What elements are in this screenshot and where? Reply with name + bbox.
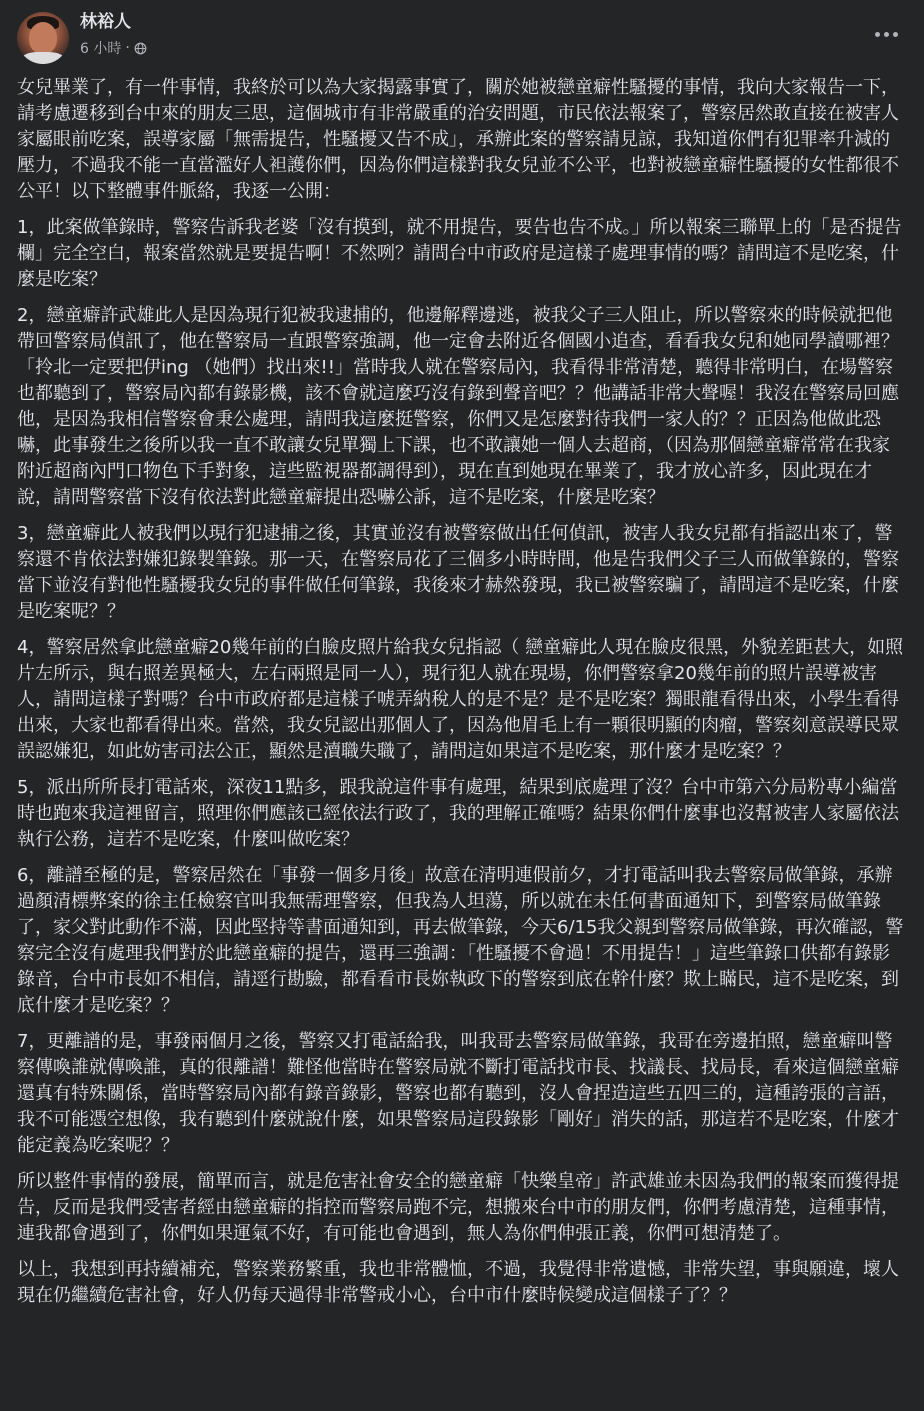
- post-meta: [80, 38, 147, 58]
- post-paragraph-2: 2，戀童癖許武雄此人是因為現行犯被我逮捕的，他邊解釋邊逃，被我父子三人阻止，所以警察來的時候就把他帶回警察局偵訊了，他在警察局一直跟警察強調，他一定會去附近各個國小追查，看看我女兒和她同學讀哪裡？「拎北一定要把伊ing （她們）找出來!!」當時我人就在警察局內，我看得非常清楚，聽得非常明白，在場警察也都聽到了，警察局內都有錄影機，該不會就這麼巧沒有錄到聲音吧？？他講話非常大聲喔！我沒在警察局回應他，是因為我相信警察會秉公處理，請問我這麼挺警察，你們又是怎麼對待我們一家人的？？正因為他做此恐嚇，此事發生之後所以我一直不敢讓女兒單獨上下課，也不敢讓她一個人去超商，（因為那個戀童癖常常在我家附近超商內門口物色下手對象，這些監視器都調得到），現在直到她現在畢業了，我才放心許多，因此現在才說，請問警察當下沒有依法對此戀童癖提出恐嚇公訴，這不是吃案，什麼是吃案？: [17, 305, 899, 508]
- avatar-face: [29, 22, 57, 54]
- more-dot-icon: [893, 32, 898, 37]
- avatar-shirt: [21, 52, 65, 64]
- post-paragraph-summary: 所以整件事情的發展，簡單而言，就是危害社會安全的戀童癖「快樂皇帝」許武雄並未因為我們的報案而獲得提告，反而是我們受害者經由戀童癖的指控而警察局跑不完，想搬來台中市的朋友們，你們考慮清楚，這種事情，連我都會遇到了，你們如果運氣不好，有可能也會遇到，無人為你們伸張正義，你們可想清楚了。: [17, 1171, 899, 1244]
- author-name[interactable]: 林裕人: [80, 12, 131, 32]
- post-paragraph-3: 3，戀童癖此人被我們以現行犯逮捕之後，其實並沒有被警察做出任何偵訊，被害人我女兒都有指認出來了，警察還不肯依法對嫌犯錄製筆錄。那一天，在警察局花了三個多小時時間，他是告我們父子三人而做筆錄的，警察當下並沒有對他性騷擾我女兒的事件做任何筆錄，我後來才赫然發現，我已被警察騙了，請問這不是吃案，什麼是吃案呢？？: [17, 523, 899, 622]
- more-dot-icon: [884, 32, 889, 37]
- more-dot-icon: [875, 32, 880, 37]
- post-paragraph-4: 4，警察居然拿此戀童癖20幾年前的白臉皮照片給我女兒指認（ 戀童癖此人現在臉皮很黑，外貌差距甚大，如照片左所示，與右照差異極大，左右兩照是同一人），現行犯人就在現場，你們警察拿20幾年前的照片誤導被害人，請問這樣子對嗎？台中市政府都是這樣子唬弄納稅人的是不是？是不是吃案？獨眼龍看得出來，小學生看得出來，大家也都看得出來。當然，我女兒認出那個人了，因為他眉毛上有一顆很明顯的肉瘤，警察刻意誤導民眾誤認嫌犯，如此妨害司法公正，顯然是瀆職失職了，請問這如果這不是吃案，那什麼才是吃案？？: [17, 637, 904, 762]
- post-paragraph-5: 5，派出所所長打電話來，深夜11點多，跟我說這件事有處理，結果到底處理了沒？台中市第六分局粉專小編當時也跑來我這裡留言，照理你們應該已經依法行政了，我的理解正確嗎？結果你們什麼事也沒幫被害人家屬依法執行公務，這若不是吃案，什麼叫做吃案？: [17, 777, 899, 850]
- avatar[interactable]: [17, 12, 69, 64]
- post-paragraph-6: 6，離譜至極的是，警察居然在「事發一個多月後」故意在清明連假前夕，才打電話叫我去警察局做筆錄，承辦過顏清標弊案的徐主任檢察官叫我無需理警察，但我為人坦蕩，所以就在未任何書面通知下，到警察局做筆錄了，家父對此動作不滿，因此堅持等書面通知到，再去做筆錄，今天6/15我父親到警察局做筆錄，再次確認，警察完全沒有處理我們對於此戀童癖的提告，還再三強調：「性騷擾不會過！不用提告！」這些筆錄口供都有錄影錄音，台中市長如不相信，請逕行勘驗，都看看市長妳執政下的警察到底在幹什麼？欺上瞞民，這不是吃案，到底什麼才是吃案？？: [17, 865, 904, 1016]
- more-options-button[interactable]: [868, 20, 904, 48]
- meta-separator: ·: [125, 40, 130, 56]
- post-paragraph-7: 7，更離譜的是，事發兩個月之後，警察又打電話給我，叫我哥去警察局做筆錄，我哥在旁邊拍照，戀童癖叫警察傳喚誰就傳喚誰，真的很離譜！難怪他當時在警察局就不斷打電話找市長、找議長、找局長，看來這個戀童癖還真有特殊關係，當時警察局內都有錄音錄影，警察也都有聽到，沒人會捏造這些五四三的，這種誇張的言語，我不可能憑空想像，我有聽到什麼就說什麼，如果警察局這段錄影「剛好」消失的話，那這若不是吃案，什麼才能定義為吃案呢？？: [17, 1031, 899, 1156]
- post-paragraph-1: 1，此案做筆錄時，警察告訴我老婆「沒有摸到，就不用提告，要告也告不成。」所以報案三聯單上的「是否提告欄」完全空白，報案當然就是要提告啊！不然咧？請問台中市政府是這樣子處理事情的嗎？請問這不是吃案，什麼是吃案？: [17, 217, 902, 290]
- post-paragraph-closing: 以上，我想到再持續補充，警察業務繁重，我也非常體恤，不過，我覺得非常遺憾，非常失望，事與願違，壞人現在仍繼續危害社會，好人仍每天過得非常警戒小心，台中市什麼時候變成這個樣子了？？: [17, 1259, 899, 1306]
- post-header: [0, 0, 924, 70]
- post-timestamp[interactable]: 6 小時: [80, 41, 122, 57]
- post-paragraph-intro: 女兒畢業了，有一件事情，我終於可以為大家揭露事實了，關於她被戀童癖性騷擾的事情，我向大家報告一下，請考慮遷移到台中來的朋友三思，這個城市有非常嚴重的治安問題，市民依法報案了，警察居然敢直接在被害人家屬眼前吃案，誤導家屬「無需提告，性騷擾又告不成」，承辦此案的警察請見諒，我知道你們有犯罪率升減的壓力，不過我不能一直當濫好人袒護你們，因為你們這樣對我女兒並不公平，也對被戀童癖性騷擾的女性都很不公平！以下整體事件脈絡，我逐一公開：: [17, 77, 899, 202]
- globe-icon[interactable]: [134, 42, 147, 55]
- post-content: [17, 75, 907, 1319]
